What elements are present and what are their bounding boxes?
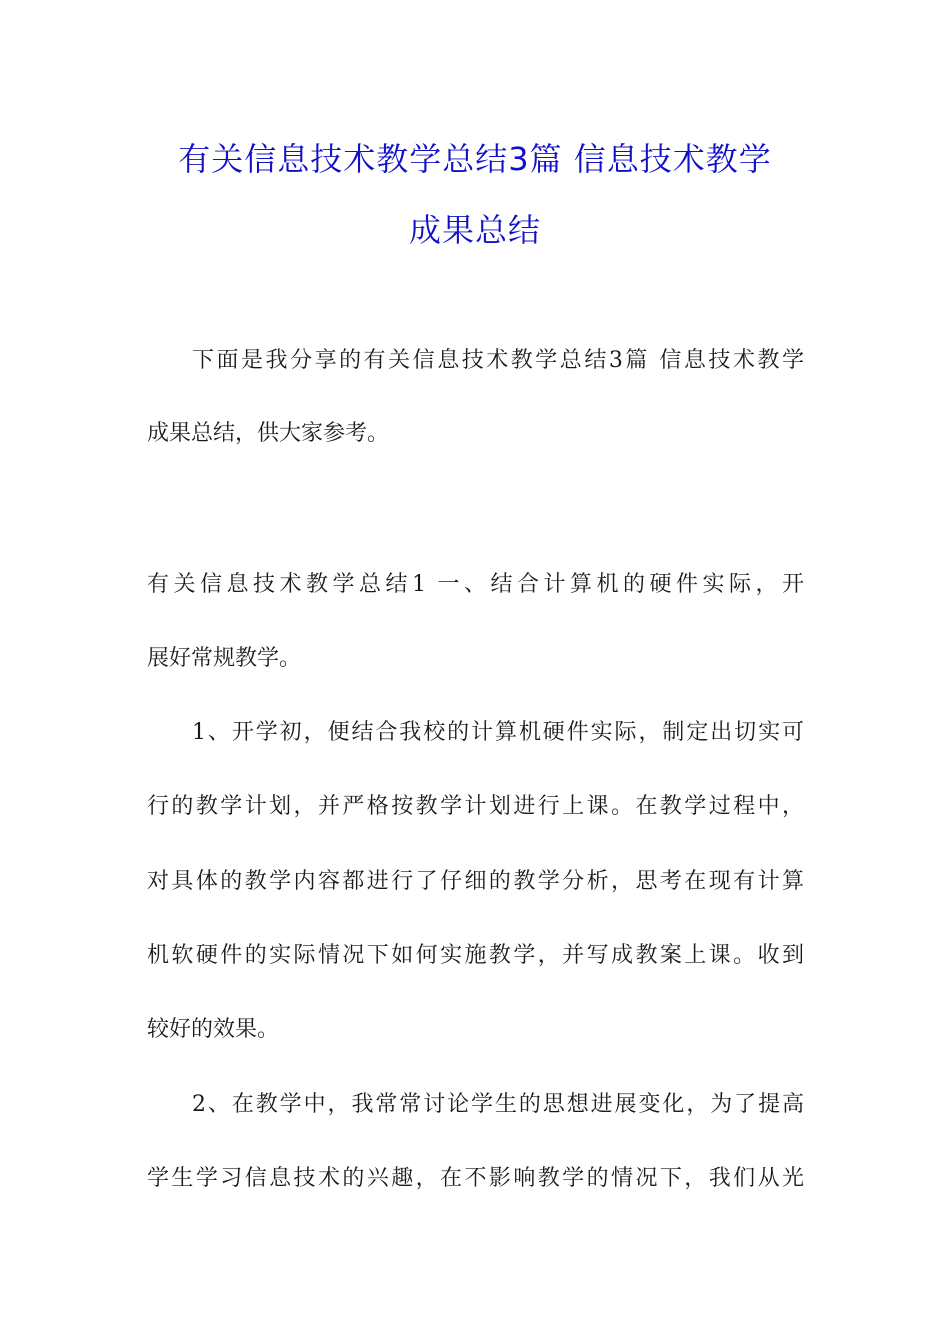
intro-line-1: 下面是我分享的有关信息技术教学总结3篇 信息技术教学 — [192, 348, 804, 373]
document-title-line-2: 成果总结 — [408, 211, 541, 249]
paragraph-2-line-1: 2、在教学中，我常常讨论学生的思想进展变化，为了提高 — [192, 1092, 804, 1117]
paragraph-1-line-3: 对具体的教学内容都进行了仔细的教学分析，思考在现有计算 — [147, 869, 804, 894]
paragraph-1-line-5: 较好的效果。 — [147, 1017, 280, 1042]
paragraph-1-line-1: 1、开学初，便结合我校的计算机硬件实际，制定出切实可 — [192, 720, 804, 745]
paragraph-1-line-4: 机软硬件的实际情况下如何实施教学，并写成教案上课。收到 — [147, 943, 804, 968]
paragraph-2-line-2: 学生学习信息技术的兴趣，在不影响教学的情况下，我们从光 — [147, 1166, 804, 1191]
intro-line-2: 成果总结，供大家参考。 — [147, 421, 390, 446]
section-1-heading-line-1: 有关信息技术教学总结1 一、结合计算机的硬件实际，开 — [147, 572, 804, 597]
paragraph-1-line-2: 行的教学计划，并严格按教学计划进行上课。在教学过程中， — [147, 794, 804, 819]
section-1-heading-line-2: 展好常规教学。 — [147, 646, 302, 671]
document-title-line-1: 有关信息技术教学总结3篇 信息技术教学 — [178, 140, 772, 178]
